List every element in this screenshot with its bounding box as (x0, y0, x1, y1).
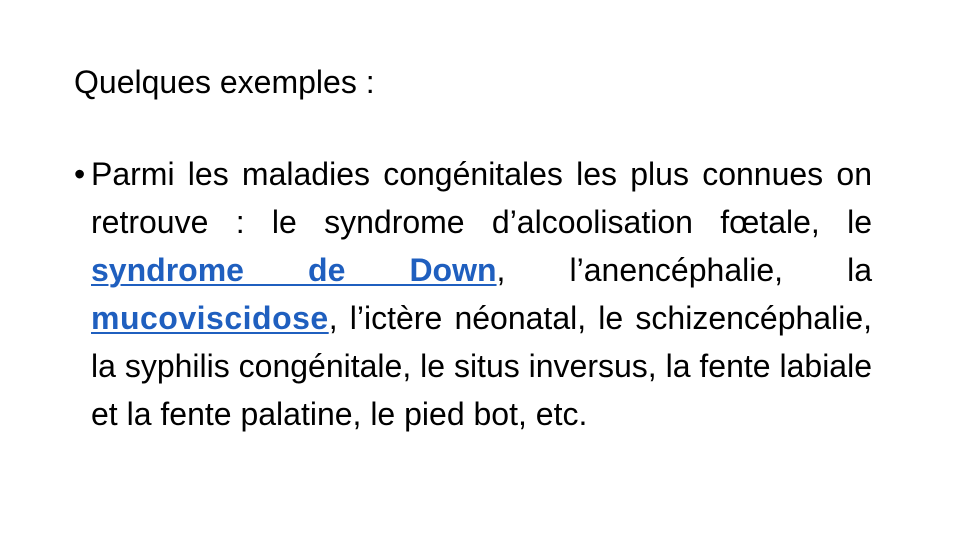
bullet-text-part-2: , l’anencéphalie, la (496, 252, 873, 288)
bullet-text-part-3: , l’ictère néonatal, le schizencéphalie, la syphilis congénitale, le situs inversus, la fente labiale et la fente palatine, le pied bot, etc. (91, 300, 872, 432)
slide-title: Quelques exemples : (74, 64, 375, 100)
bullet-item (74, 150, 872, 438)
bullet-text (91, 150, 872, 438)
bullet-marker: • (74, 156, 86, 192)
link-syndrome-de-down[interactable]: syndrome de Down (91, 252, 497, 288)
link-mucoviscidose[interactable]: mucoviscidose (91, 300, 329, 336)
bullet-text-part-1: Parmi les maladies congénitales les plus connues on retrouve : le syndrome d’alcoolisation fœtale, le (91, 156, 872, 240)
